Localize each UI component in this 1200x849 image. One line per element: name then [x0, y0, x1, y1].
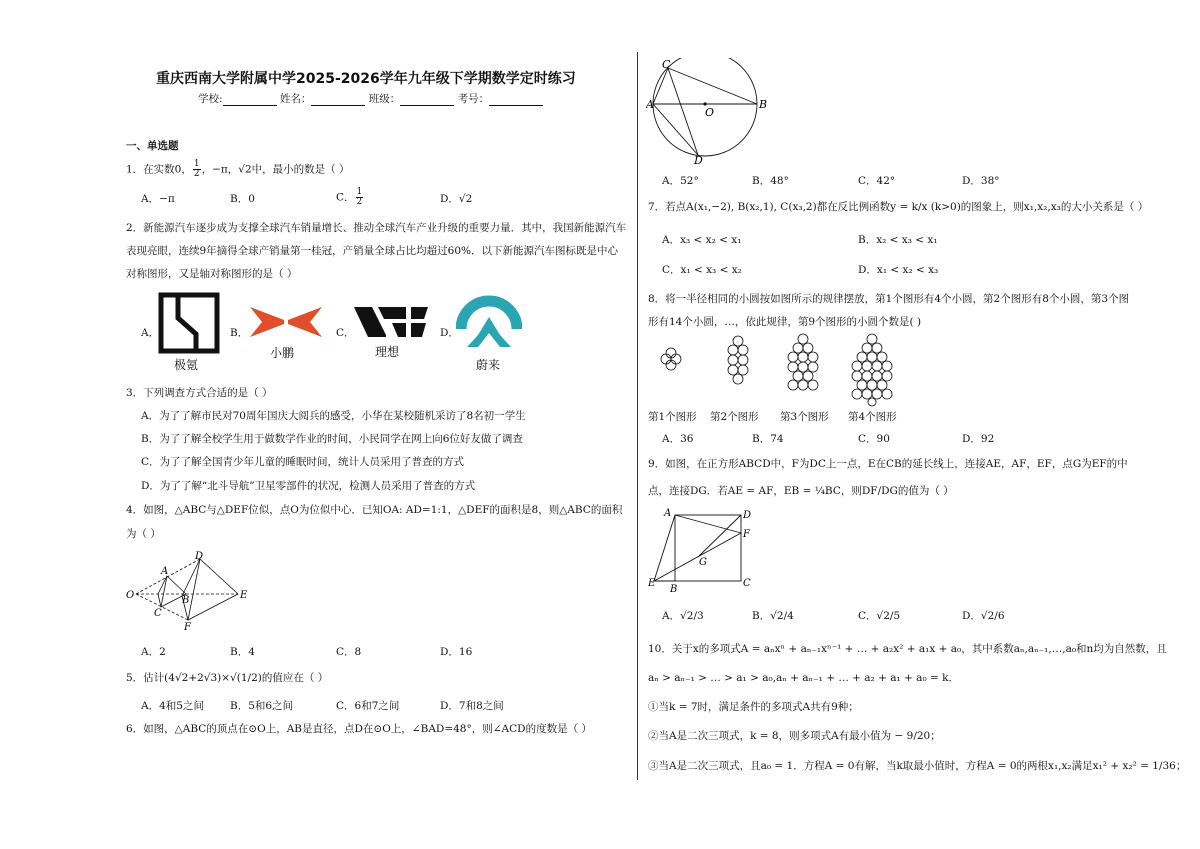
nio-logo [456, 295, 522, 351]
q7-option-d[interactable]: D．x₁ < x₂ < x₃ [858, 264, 939, 276]
q5-option-c[interactable]: C．6和7之间 [336, 700, 400, 712]
xpeng-logo [248, 305, 324, 339]
name-label: 姓名： [279, 93, 312, 105]
point-o-label: O [705, 106, 715, 119]
point-o-label: O [126, 590, 135, 601]
class-blank[interactable] [400, 95, 454, 106]
q9-square-figure [646, 506, 758, 596]
q3-option-d[interactable]: D．为了了解“北斗导航”卫星零部件的状况，检测人员采用了普查的方式 [141, 480, 476, 492]
q5-option-a[interactable]: A．4和5之间 [141, 700, 204, 712]
q1-stem-part-b: ，−π，√2中，最小的数是（ ） [201, 163, 350, 176]
q7-option-c[interactable]: C．x₁ < x₃ < x₂ [662, 264, 742, 276]
q10-statement-1: ①当k = 7时，满足条件的多项式A共有9种； [648, 701, 859, 713]
point-d-label: D [195, 551, 204, 562]
point-d-label: D [743, 510, 752, 521]
q6-option-d[interactable]: D．38° [962, 175, 1000, 187]
q8-figure-label-4: 第4个图形 [848, 411, 897, 423]
q2-option-d[interactable]: D． [440, 327, 459, 339]
q8-option-d[interactable]: D．92 [962, 433, 995, 445]
point-c-label: C [154, 608, 162, 619]
q1-option-d[interactable]: D．√2 [440, 193, 473, 205]
q6-stem: 6．如图，△ABC的顶点在⊙O上，AB是直径，点D在⊙O上，∠BAD=48°，则∠ACD的度数是（ ） [126, 723, 592, 735]
q5-option-b[interactable]: B．5和6之间 [230, 700, 294, 712]
point-f-label: F [743, 529, 750, 540]
zeekr-label: 极氪 [174, 358, 199, 372]
li-auto-logo [352, 305, 430, 339]
xpeng-label: 小鹏 [270, 346, 295, 360]
school-label: 学校: [198, 93, 223, 105]
q8-circle-pattern-figure [650, 333, 900, 407]
q10-statement-2: ②当A是二次三项式，k = 8，则多项式A有最小值为 − 9/20； [648, 730, 941, 742]
q2-stem-line1: 2．新能源汽车逐步成为支撑全球汽车销量增长、推动全球汽车产业升级的重要力量．其中，我国新能源汽车 [126, 222, 627, 234]
q8-option-c[interactable]: C．90 [858, 433, 890, 445]
q2-stem-line2: 表现亮眼，连续9年摘得全球产销量第一桂冠，产销量全球占比均超过60%．以下新能源汽车图标既是中心 [126, 245, 619, 257]
q5-stem: 5．估计(4√2+2√3)×√(1/2)的值应在（ ） [126, 672, 329, 684]
page-title: 重庆西南大学附属中学2025-2026学年九年级下学期数学定时练习 [156, 71, 576, 87]
point-b-label: B [670, 584, 678, 595]
point-a-label: A [161, 566, 169, 577]
q6-option-a[interactable]: A．52° [662, 175, 699, 187]
zeekr-logo [158, 292, 220, 354]
column-divider [637, 52, 638, 780]
student-info-line [198, 92, 543, 106]
li-auto-label: 理想 [375, 345, 400, 359]
point-e-label: E [648, 578, 656, 589]
section-heading: 一、单选题 [126, 140, 179, 152]
q7-option-a[interactable]: A．x₃ < x₂ < x₁ [662, 234, 742, 246]
q4-option-d[interactable]: D．16 [440, 646, 473, 658]
point-g-label: G [699, 557, 707, 568]
name-blank[interactable] [311, 95, 365, 106]
q2-stem-line3: 对称图形，又是轴对称图形的是（ ） [126, 268, 298, 280]
question-1-stem [126, 160, 350, 179]
q2-option-b[interactable]: B． [230, 327, 249, 339]
q6-option-b[interactable]: B．48° [752, 175, 789, 187]
point-d-label: D [694, 154, 703, 166]
q9-option-d[interactable]: D．√2/6 [962, 610, 1005, 622]
q10-stem-line1: 10．关于x的多项式A = aₙxⁿ + aₙ₋₁xⁿ⁻¹ + … + a₂x² + a₁x + a₀，其中系数aₙ,aₙ₋₁,…,a₀和n均为自然数，且 [648, 643, 1167, 655]
nio-label: 蔚来 [476, 358, 501, 372]
q9-stem-line1: 9．如图，在正方形ABCD中，F为DC上一点，E在CB的延长线上，连接AE，AF，EF，点G为EF的中 [648, 458, 1128, 470]
exam-no-blank[interactable] [489, 95, 543, 106]
q1-fraction: $\frac{1}{2}$ [193, 159, 200, 179]
q4-stem-line1: 4．如图，△ABC与△DEF位似，点O为位似中心．已知OA: AD=1:1，△DEF的面积是8，则△ABC的面积 [126, 504, 623, 516]
point-f-label: F [184, 622, 191, 633]
point-e-label: E [240, 590, 248, 601]
class-label: 班级： [368, 93, 401, 105]
point-a-label: A [664, 508, 672, 519]
q10-stem-line2: aₙ > aₙ₋₁ > … > a₁ > a₀,aₙ + aₙ₋₁ + … + a₂ + a₁ + a₀ = k． [648, 672, 959, 684]
q5-option-d[interactable]: D．7和8之间 [440, 700, 504, 712]
q9-option-a[interactable]: A．√2/3 [662, 610, 704, 622]
q9-option-c[interactable]: C．√2/5 [858, 610, 901, 622]
q8-option-b[interactable]: B．74 [752, 433, 784, 445]
q10-statement-3: ③当A是二次三项式，且a₀ = 1．方程A = 0有解，当k取最小值时，方程A = 0的两根x₁,x₂满足x₁² + x₂² = 1/36； [648, 760, 1187, 772]
q4-stem-line2: 为（ ） [126, 528, 161, 540]
point-a-label: A [646, 98, 654, 111]
q9-option-b[interactable]: B．√2/4 [752, 610, 794, 622]
q1-option-b[interactable]: B．0 [230, 193, 255, 205]
q4-homothety-figure [124, 550, 254, 634]
q8-stem-line2: 形有14个小圆，…，依此规律，第9个图形的小圆个数是( ) [648, 316, 922, 328]
point-c-label: C [743, 578, 751, 589]
school-blank[interactable] [223, 95, 277, 106]
q8-option-a[interactable]: A．36 [662, 433, 694, 445]
q8-figure-label-1: 第1个图形 [648, 411, 697, 423]
point-c-label: C [662, 58, 671, 71]
q4-option-b[interactable]: B．4 [230, 646, 255, 658]
q9-stem-line2: 点，连接DG．若AE = AF，EB = ¼BC，则DF/DG的值为（ ） [648, 485, 954, 497]
q2-option-a[interactable]: A． [141, 327, 160, 339]
exam-no-label: 考号： [457, 93, 490, 105]
q6-option-c[interactable]: C．42° [858, 175, 896, 187]
q7-option-b[interactable]: B．x₂ < x₃ < x₁ [858, 234, 938, 246]
q2-option-c[interactable]: C． [336, 327, 355, 339]
q4-option-a[interactable]: A．2 [141, 646, 166, 658]
q1-stem-part-a: 1．在实数0， [126, 163, 192, 176]
q1-option-c[interactable]: C． $\frac{1}{2}$ [336, 187, 363, 207]
point-b-label: B [759, 98, 768, 111]
q8-stem-line1: 8．将一半径相同的小圆按如图所示的规律摆放，第1个图形有4个小圆，第2个图形有8个小圆，第3个图 [648, 293, 1130, 305]
q8-figure-label-3: 第3个图形 [780, 411, 829, 423]
point-b-label: B [182, 595, 190, 606]
q3-stem: 3．下列调查方式合适的是（ ） [126, 387, 273, 399]
q8-figure-label-2: 第2个图形 [710, 411, 759, 423]
q3-option-a[interactable]: A．为了了解市民对70周年国庆大阅兵的感受，小华在某校随机采访了8名初一学生 [141, 410, 526, 422]
q3-option-b[interactable]: B．为了了解全校学生用于做数学作业的时间，小民同学在网上向6位好友做了调查 [141, 433, 523, 445]
q4-option-c[interactable]: C．8 [336, 646, 362, 658]
q7-stem: 7．若点A(x₁,−2), B(x₂,1), C(x₃,2)都在反比例函数y = k/x (k>0)的图象上，则x₁,x₂,x₃的大小关系是（ ） [648, 201, 1149, 213]
q6-circle-figure [646, 58, 772, 166]
q3-option-c[interactable]: C．为了了解全国青少年儿童的睡眠时间，统计人员采用了普查的方式 [141, 456, 465, 468]
q1-option-a[interactable]: A．−π [141, 193, 175, 205]
